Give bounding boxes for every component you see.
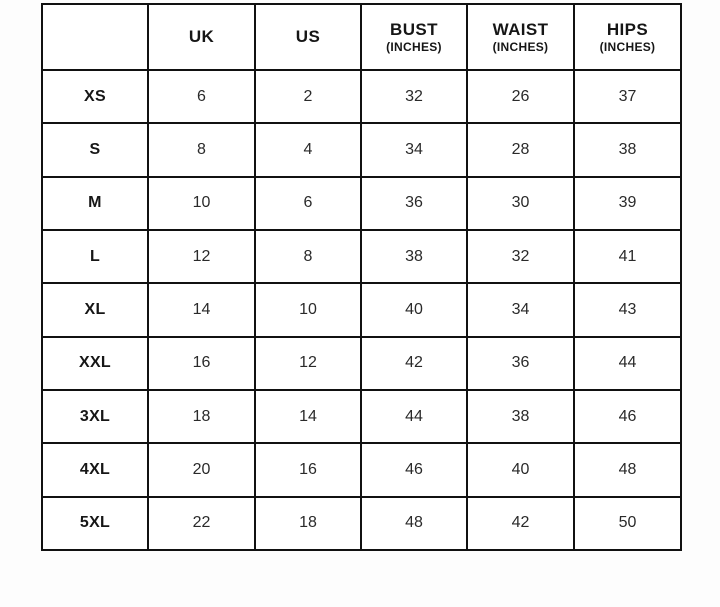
value-cell-waist: 34 xyxy=(467,283,574,336)
value-cell-bust: 48 xyxy=(361,497,467,550)
header-sublabel-bust: (INCHES) xyxy=(386,40,442,55)
value-cell-hips: 41 xyxy=(574,230,681,283)
value-cell-uk: 6 xyxy=(148,70,255,123)
value-cell-hips: 43 xyxy=(574,283,681,336)
value-cell-waist: 30 xyxy=(467,177,574,230)
value-cell-waist: 40 xyxy=(467,443,574,496)
value-cell-bust: 44 xyxy=(361,390,467,443)
table-row-l xyxy=(42,230,681,283)
size-cell: S xyxy=(42,123,148,176)
header-sublabel-hips: (INCHES) xyxy=(599,40,656,55)
value-cell-us: 16 xyxy=(255,443,361,496)
size-cell: XXL xyxy=(42,337,148,390)
value-cell-bust: 34 xyxy=(361,123,467,176)
value-cell-bust: 40 xyxy=(361,283,467,336)
value-cell-uk: 20 xyxy=(148,443,255,496)
value-cell-waist: 26 xyxy=(467,70,574,123)
value-cell-bust: 36 xyxy=(361,177,467,230)
value-cell-bust: 46 xyxy=(361,443,467,496)
size-cell: XL xyxy=(42,283,148,336)
value-cell-us: 14 xyxy=(255,390,361,443)
value-cell-waist: 32 xyxy=(467,230,574,283)
table-row-xl xyxy=(42,283,681,336)
value-cell-uk: 18 xyxy=(148,390,255,443)
value-cell-waist: 28 xyxy=(467,123,574,176)
value-cell-bust: 42 xyxy=(361,337,467,390)
header-label-bust: BUST xyxy=(390,20,438,40)
size-cell: 4XL xyxy=(42,443,148,496)
header-cell-waist xyxy=(467,4,574,70)
value-cell-bust: 32 xyxy=(361,70,467,123)
header-row xyxy=(42,4,681,70)
size-cell: 5XL xyxy=(42,497,148,550)
value-cell-hips: 48 xyxy=(574,443,681,496)
value-cell-us: 12 xyxy=(255,337,361,390)
header-cell-us xyxy=(255,4,361,70)
header-label-uk: UK xyxy=(188,27,215,47)
value-cell-hips: 37 xyxy=(574,70,681,123)
size-cell: M xyxy=(42,177,148,230)
header-cell-bust xyxy=(361,4,467,70)
value-cell-hips: 50 xyxy=(574,497,681,550)
value-cell-hips: 46 xyxy=(574,390,681,443)
value-cell-waist: 42 xyxy=(467,497,574,550)
size-cell: 3XL xyxy=(42,390,148,443)
table-row-xs xyxy=(42,70,681,123)
value-cell-waist: 38 xyxy=(467,390,574,443)
size-cell: L xyxy=(42,230,148,283)
header-cell-uk xyxy=(148,4,255,70)
value-cell-uk: 14 xyxy=(148,283,255,336)
table-row-s xyxy=(42,123,681,176)
header-label-us: US xyxy=(295,27,321,47)
header-cell-size xyxy=(42,4,148,70)
value-cell-uk: 16 xyxy=(148,337,255,390)
value-cell-uk: 8 xyxy=(148,123,255,176)
size-chart-table xyxy=(41,3,682,551)
value-cell-waist: 36 xyxy=(467,337,574,390)
value-cell-us: 18 xyxy=(255,497,361,550)
value-cell-hips: 39 xyxy=(574,177,681,230)
value-cell-bust: 38 xyxy=(361,230,467,283)
size-cell: XS xyxy=(42,70,148,123)
value-cell-us: 10 xyxy=(255,283,361,336)
header-cell-hips xyxy=(574,4,681,70)
value-cell-uk: 12 xyxy=(148,230,255,283)
value-cell-uk: 22 xyxy=(148,497,255,550)
table-row-4xl xyxy=(42,443,681,496)
header-label-waist: WAIST xyxy=(492,20,549,40)
header-label-hips: HIPS xyxy=(606,20,649,40)
table-row-xxl xyxy=(42,337,681,390)
table-row-5xl xyxy=(42,497,681,550)
value-cell-us: 4 xyxy=(255,123,361,176)
value-cell-us: 2 xyxy=(255,70,361,123)
table-row-m xyxy=(42,177,681,230)
value-cell-us: 6 xyxy=(255,177,361,230)
value-cell-hips: 44 xyxy=(574,337,681,390)
value-cell-hips: 38 xyxy=(574,123,681,176)
header-sublabel-waist: (INCHES) xyxy=(492,40,549,55)
value-cell-us: 8 xyxy=(255,230,361,283)
value-cell-uk: 10 xyxy=(148,177,255,230)
table-row-3xl xyxy=(42,390,681,443)
